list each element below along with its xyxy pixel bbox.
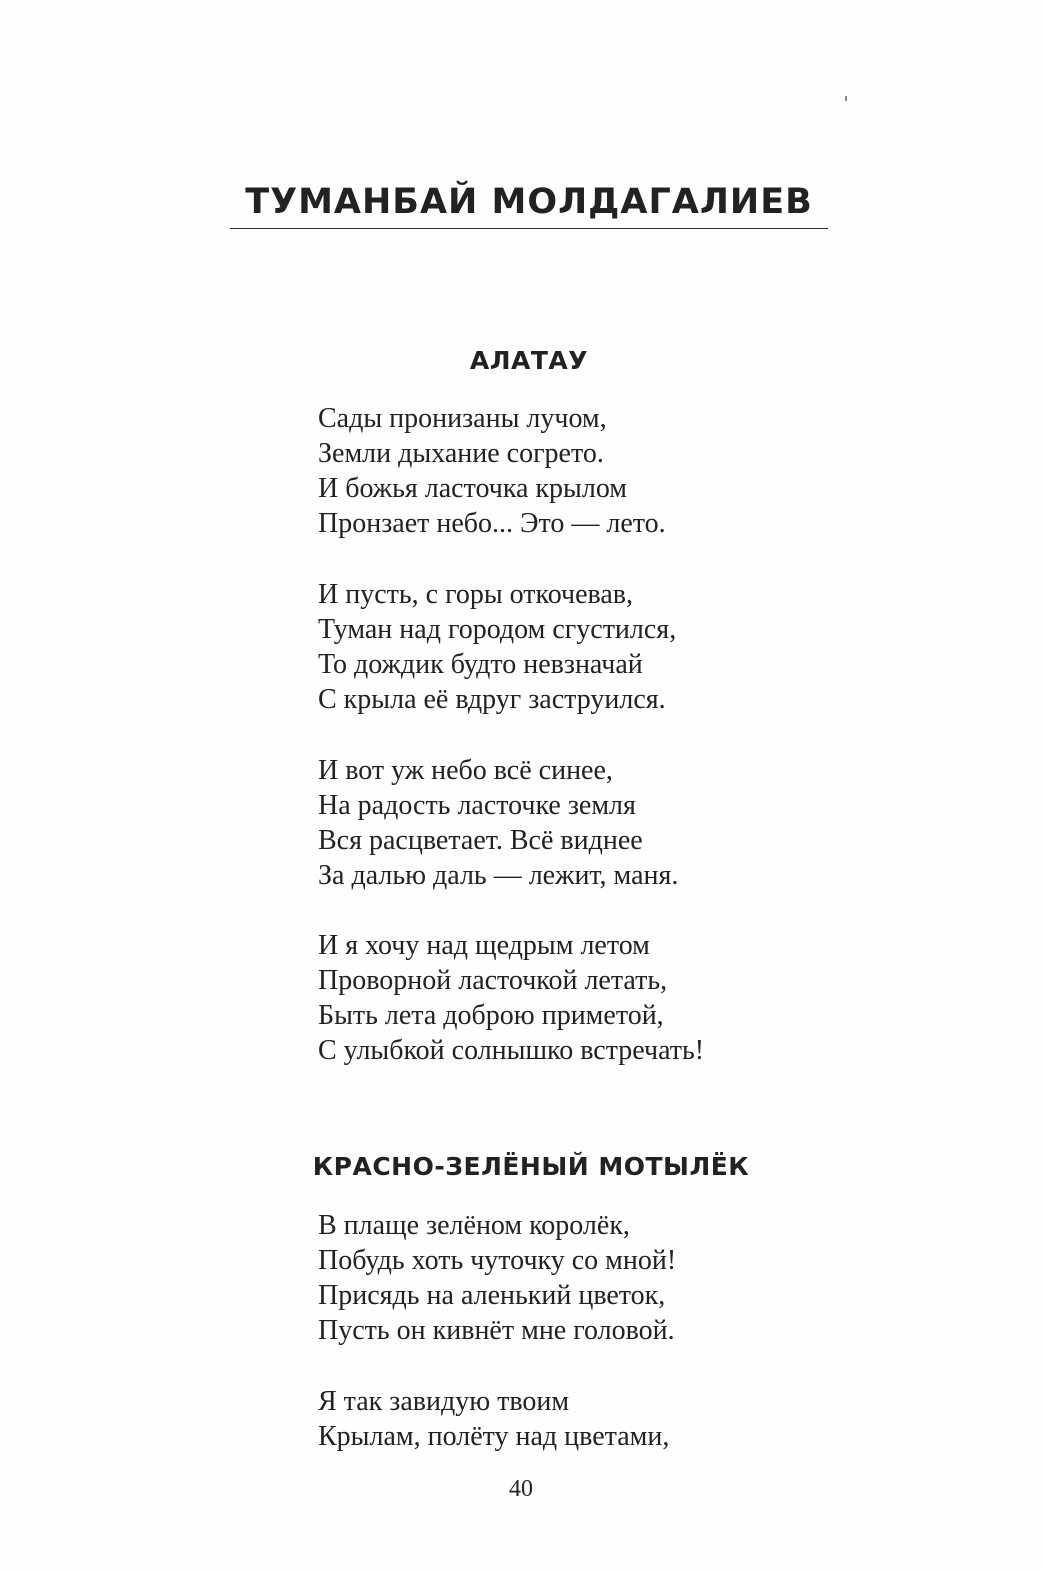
- stanza: [318, 928, 704, 1068]
- poem-line: Вся расцветает. Всё виднее: [318, 825, 643, 856]
- stanza: [318, 401, 666, 541]
- poem-line: И божья ласточка крылом: [318, 473, 627, 504]
- poem-line: Земли дыхание согрето.: [318, 438, 604, 469]
- poem-line: И пусть, с горы откочевав,: [318, 579, 633, 610]
- poem-line: В плаще зелёном королёк,: [318, 1210, 630, 1241]
- poem-line: На радость ласточке земля: [318, 790, 636, 821]
- poem-line: Присядь на аленький цветок,: [318, 1280, 666, 1311]
- stanza: [318, 753, 678, 893]
- poem-title: АЛАТАУ: [469, 346, 589, 375]
- poem-line: С крыла её вдруг заструился.: [318, 684, 666, 715]
- poem-line: Сады пронизаны лучом,: [318, 403, 607, 434]
- poem-line: То дождик будто невзначай: [318, 649, 643, 680]
- poem-line: Пронзает небо... Это — лето.: [318, 508, 666, 539]
- scan-speck: [845, 96, 847, 101]
- poem-line: С улыбкой солнышко встречать!: [318, 1035, 705, 1066]
- poem-line: Проворной ласточкой летать,: [318, 965, 668, 996]
- poem-line: Быть лета доброю приметой,: [318, 1000, 664, 1031]
- poem-line: Пусть он кивнёт мне головой.: [318, 1315, 675, 1346]
- poem-line: И я хочу над щедрым летом: [318, 930, 650, 961]
- poem-line: Побудь хоть чуточку со мной!: [318, 1245, 677, 1276]
- poem-line: Туман над городом сгустился,: [318, 614, 677, 645]
- author-header: [230, 180, 828, 229]
- page-number: 40: [509, 1476, 533, 1502]
- stanza: [318, 1384, 669, 1454]
- stanza: [318, 577, 676, 717]
- poem-line: И вот уж небо всё синее,: [318, 755, 613, 786]
- poem-line: Я так завидую твоим: [318, 1386, 570, 1417]
- stanza: [318, 1208, 676, 1348]
- author-name: ТУМАНБАЙ МОЛДАГАЛИЕВ: [245, 182, 813, 222]
- poem-line: Крылам, полёту над цветами,: [318, 1421, 670, 1452]
- poem-line: За далью даль — лежит, маня.: [318, 860, 679, 891]
- poem-title: КРАСНО-ЗЕЛЁНЫЙ МОТЫЛЁК: [312, 1152, 750, 1181]
